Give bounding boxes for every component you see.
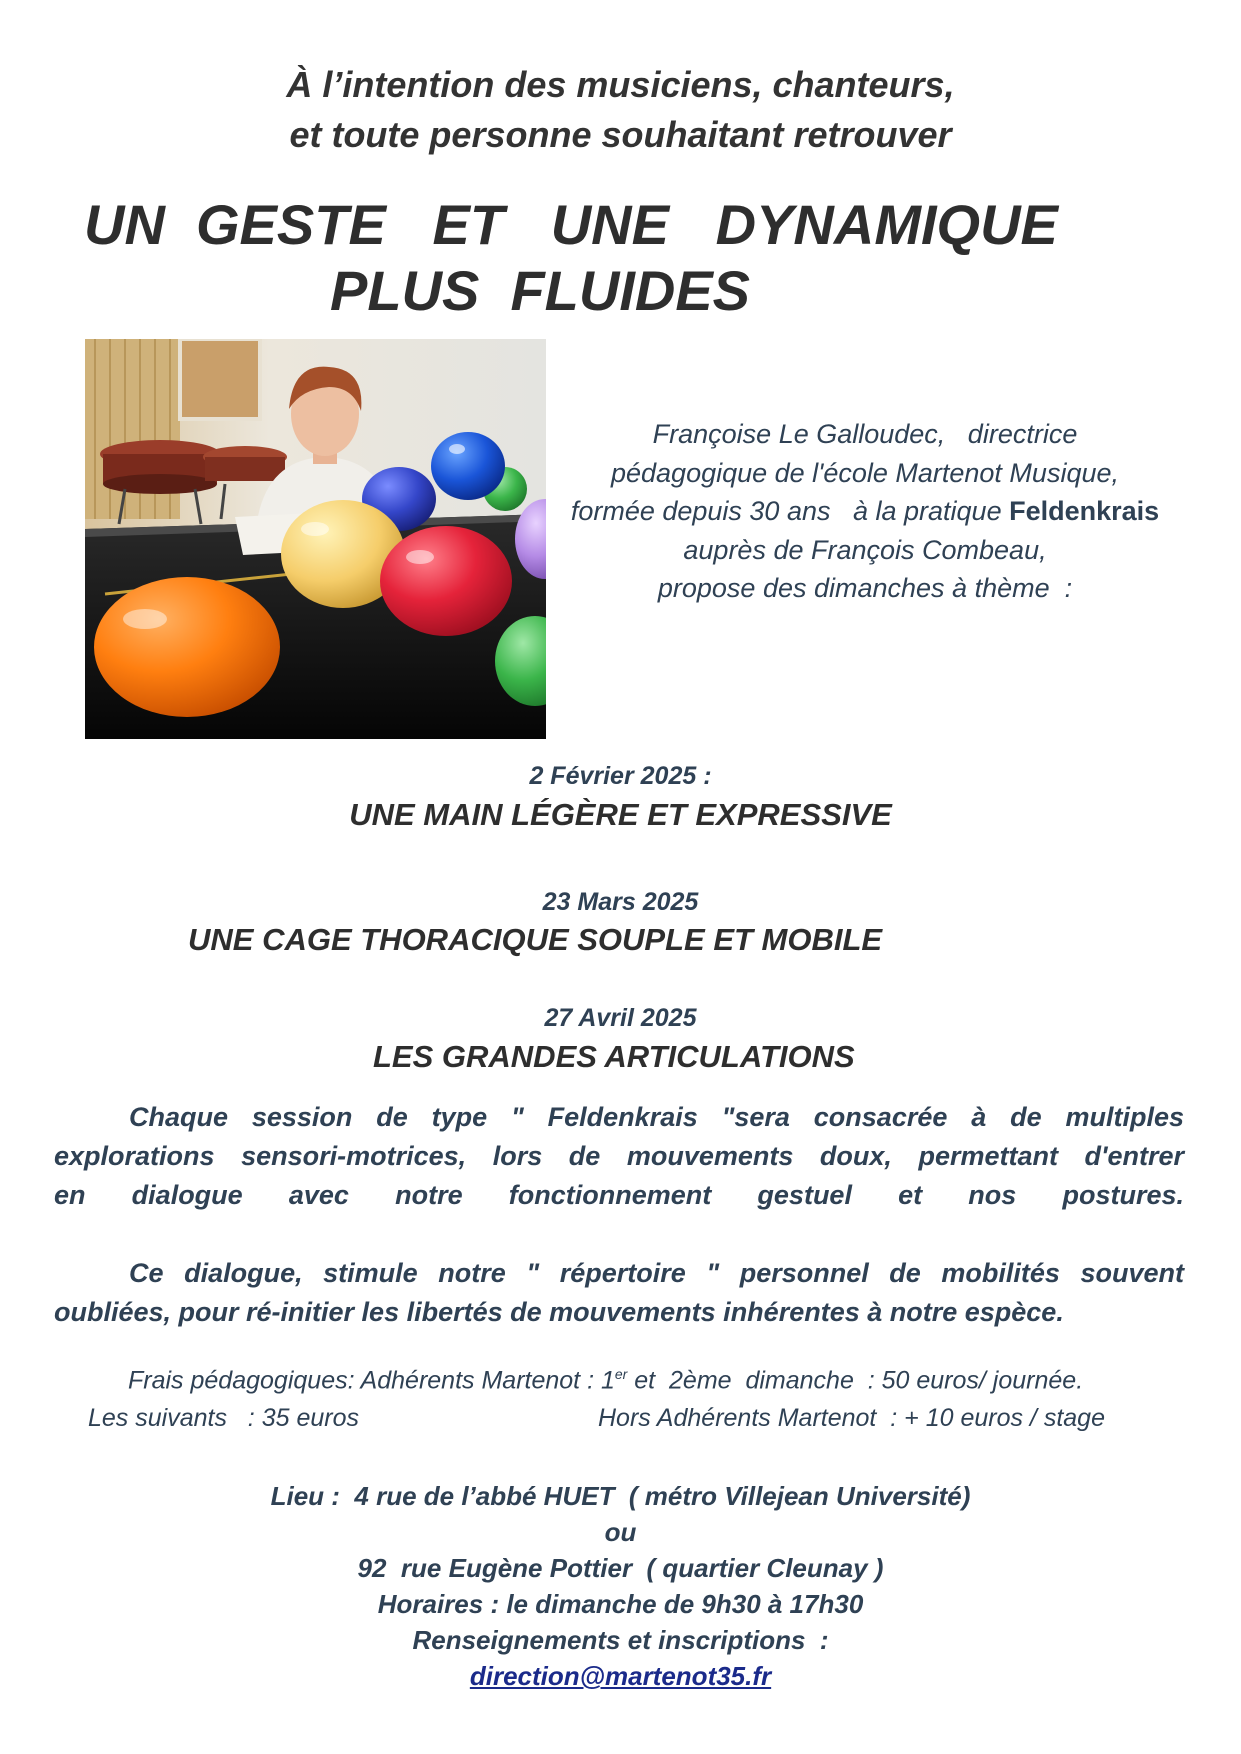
title-line-2: PLUS FLUIDES — [330, 259, 751, 322]
session-1-date: 2 Février 2025 : — [529, 762, 712, 790]
fees-line-1-b: et 2ème dimanche : 50 euros/ journée. — [627, 1366, 1084, 1395]
photo-teacher-with-balloons — [85, 339, 546, 739]
bio-line-1: Françoise Le Galloudec, directrice — [652, 419, 1078, 449]
bio-line-5: propose des dimanches à thème : — [657, 573, 1073, 603]
intro-heading — [0, 60, 1241, 160]
session-3-date: 27 Avril 2025 — [544, 1004, 697, 1032]
location-block — [0, 1478, 1241, 1694]
session-3-theme: LES GRANDES ARTICULATIONS — [373, 1039, 855, 1074]
desc-p2-line-2: oubliées, pour ré-initier les libertés de mouvements inhérentes à notre espèce. — [54, 1297, 1064, 1327]
desc-p1-line-2: explorations sensori-motrices, lors de mouvements doux, permettant d'entrer — [54, 1141, 1184, 1171]
bio-line-4: auprès de François Combeau, — [683, 534, 1047, 565]
location-line-1: Lieu : 4 rue de l’abbé HUET ( métro Villejean Université) — [270, 1481, 971, 1511]
fees-line-1-sup: er — [614, 1366, 628, 1382]
session-2-date: 23 Mars 2025 — [542, 888, 699, 916]
bio-line-3 — [540, 492, 1190, 531]
session-description — [54, 1098, 1184, 1332]
title-line-1: UN GESTE ET UNE DYNAMIQUE — [84, 193, 1058, 256]
teacher-bio — [540, 415, 1190, 608]
location-line-2: ou — [604, 1517, 637, 1547]
fees-line-1 — [128, 1366, 1083, 1395]
fees-line-1-a: Frais pédagogiques: Adhérents Martenot : 1 — [128, 1366, 615, 1395]
desc-spacer — [54, 1215, 1184, 1254]
contact-email-link[interactable]: direction@martenot35.fr — [469, 1661, 772, 1691]
session-1-theme: UNE MAIN LÉGÈRE ET EXPRESSIVE — [349, 797, 892, 832]
session-2-theme: UNE CAGE THORACIQUE SOUPLE ET MOBILE — [188, 922, 883, 957]
intro-line-1: À l’intention des musiciens, chanteurs, — [286, 64, 955, 105]
info-line: Renseignements et inscriptions : — [412, 1625, 829, 1655]
desc-p1-line-1: Chaque session de type " Feldenkrais "sera consacrée à de multiples — [129, 1102, 1184, 1132]
bio-line-3-text: formée depuis 30 ans à la pratique — [570, 496, 1010, 526]
location-line-3: 92 rue Eugène Pottier ( quartier Cleunay ) — [357, 1553, 884, 1583]
schedule-line: Horaires : le dimanche de 9h30 à 17h30 — [377, 1589, 864, 1619]
desc-p2-line-1: Ce dialogue, stimule notre " répertoire " personnel de mobilités souvent — [129, 1258, 1184, 1288]
bio-line-2: pédagogique de l'école Martenot Musique, — [610, 457, 1119, 488]
desc-p1-line-3: en dialogue avec notre fonctionnement gestuel et nos postures. — [54, 1180, 1184, 1210]
fees-following: Les suivants : 35 euros — [88, 1404, 359, 1432]
bio-feldenkrais: Feldenkrais — [1009, 496, 1160, 526]
intro-line-2: et toute personne souhaitant retrouver — [289, 114, 952, 155]
fees-non-members: Hors Adhérents Martenot : + 10 euros / stage — [598, 1404, 1105, 1432]
